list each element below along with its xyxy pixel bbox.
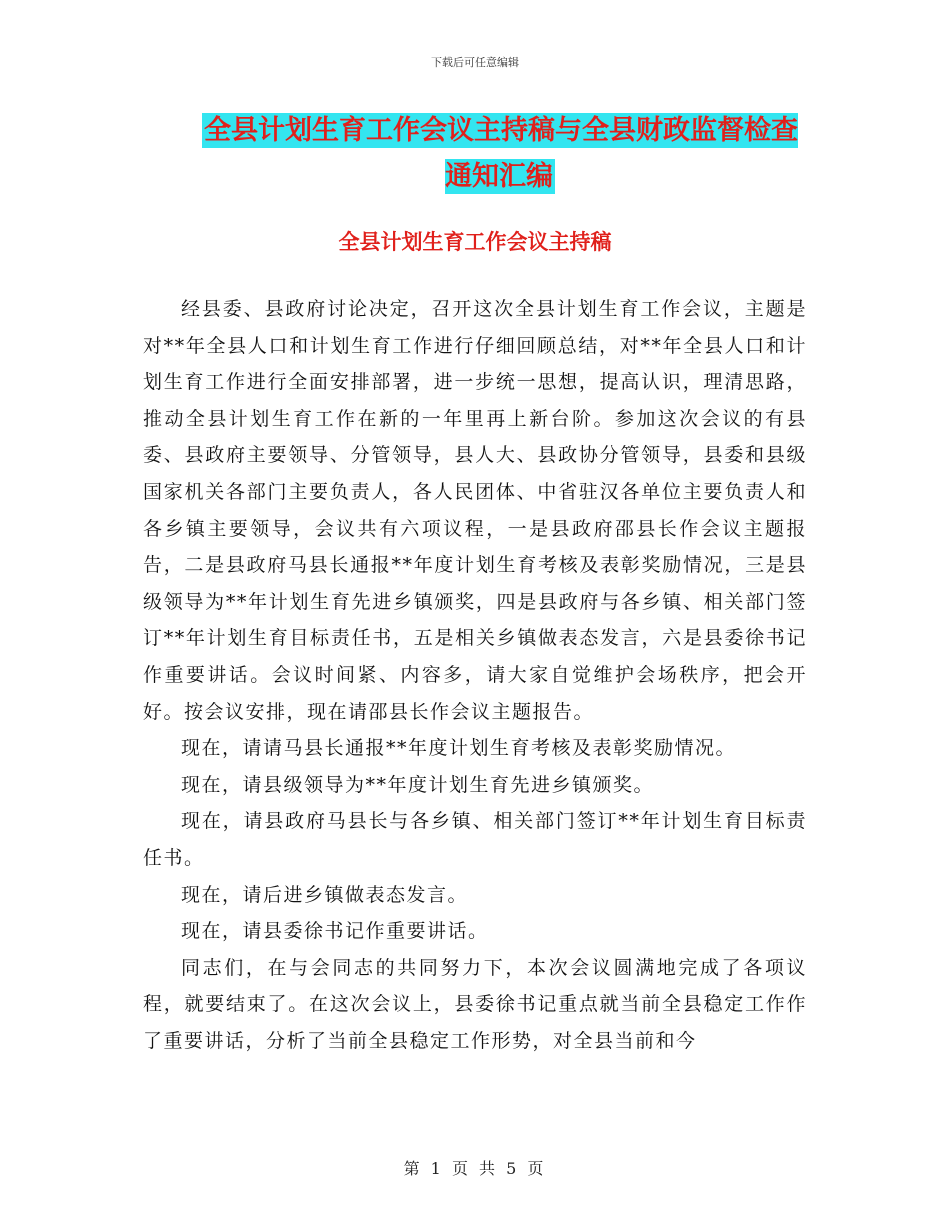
paragraph: 经县委、县政府讨论决定，召开这次全县计划生育工作会议，主题是对**年全县人口和计划生育工作进行仔细回顾总结，对**年全县人口和计划生育工作进行全面安排部署，进一步统一思想，提高认识，理清思路，推动全县计划生育工作在新的一年里再上新台阶。参加这次会议的有县委、县政府主要领导、分管领导，县人大、县政协分管领导，县委和县级国家机关各部门主要负责人，各人民团体、中省驻汉各单位主要负责人和各乡镇主要领导，会议共有六项议程，一是县政府邵县长作会议主题报告，二是县政府马县长通报**年度计划生育考核及表彰奖励情况，三是县级领导为**年计划生育先进乡镇颁奖，四是县政府与各乡镇、相关部门签订**年计划生育目标责任书，五是相关乡镇做表态发言，六是县委徐书记作重要讲话。会议时间紧、内容多，请大家自觉维护会场秩序，把会开好。按会议安排，现在请邵县长作会议主题报告。: [143, 298, 807, 723]
paragraph: 同志们，在与会同志的共同努力下，本次会议圆满地完成了各项议程，就要结束了。在这次会议上，县委徐书记重点就当前全县稳定工作作了重要讲话，分析了当前全县稳定工作形势，对全县当前和今: [143, 956, 807, 1052]
paragraph: 现在，请后进乡镇做表态发言。: [181, 883, 469, 906]
paragraph: 现在，请县政府马县长与各乡镇、相关部门签订**年计划生育目标责任书。: [143, 810, 807, 869]
header-note: 下载后可任意编辑: [431, 56, 519, 69]
document-body: [143, 291, 807, 1059]
document-title-text: 全县计划生育工作会议主持稿与全县财政监督检查通知汇编: [204, 115, 798, 192]
document-title: [190, 108, 810, 200]
paragraph: 现在，请县级领导为**年度计划生育先进乡镇颁奖。: [181, 773, 655, 796]
paragraph: 现在，请县委徐书记作重要讲话。: [181, 920, 489, 943]
paragraph: 现在，请请马县长通报**年度计划生育考核及表彰奖励情况。: [181, 737, 737, 760]
page-indicator: 第 1 页 共 5 页: [403, 1159, 547, 1178]
section-title: 全县计划生育工作会议主持稿: [338, 230, 612, 254]
